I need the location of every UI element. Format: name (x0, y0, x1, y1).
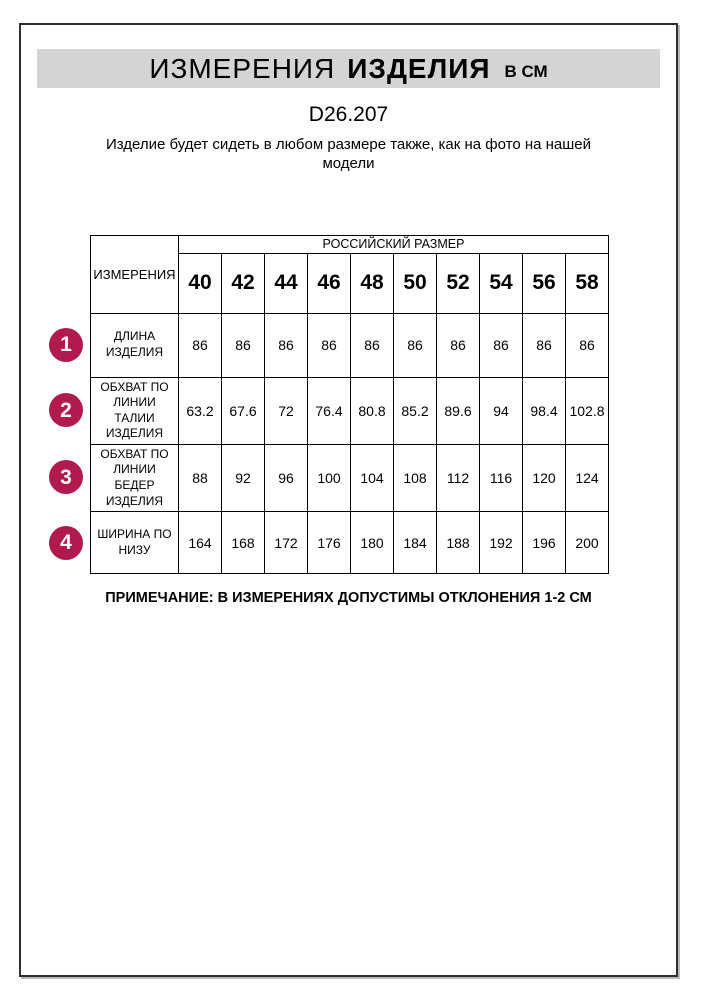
size-column-header: 44 (265, 253, 308, 313)
size-column-header: 42 (222, 253, 265, 313)
article-number: D26.207 (308, 103, 389, 126)
measurement-value: 86 (351, 313, 394, 377)
row-number-badge: 4 (49, 526, 83, 560)
size-column-header: 56 (523, 253, 566, 313)
measurement-value: 192 (480, 512, 523, 574)
measurement-value: 104 (351, 444, 394, 511)
page-title-emphasis: ИЗДЕЛИЯ (347, 52, 491, 84)
measurement-value: 86 (222, 313, 265, 377)
size-table-area (21, 235, 676, 575)
measurement-value: 94 (480, 377, 523, 444)
measurement-value: 89.6 (437, 377, 480, 444)
size-column-header: 46 (308, 253, 351, 313)
measurement-value: 80.8 (351, 377, 394, 444)
row-number-badge: 1 (49, 328, 83, 362)
measurements-column-header: ИЗМЕРЕНИЯ (91, 235, 179, 313)
measurement-value: 102.8 (566, 377, 609, 444)
page-title: ИЗМЕРЕНИЯ (149, 52, 336, 84)
measurement-value: 63.2 (179, 377, 222, 444)
measurement-value: 67.6 (222, 377, 265, 444)
row-number-badge: 3 (49, 460, 83, 494)
table-row (91, 444, 609, 511)
measurement-label: ОБХВАТ ПО ЛИНИИ ТАЛИИ ИЗДЕЛИЯ (91, 377, 179, 444)
measurement-value: 76.4 (308, 377, 351, 444)
size-column-header: 50 (394, 253, 437, 313)
measurement-label: ШИРИНА ПО НИЗУ (91, 512, 179, 574)
measurement-value: 196 (523, 512, 566, 574)
title-banner (37, 49, 660, 88)
measurement-value: 188 (437, 512, 480, 574)
measurement-value: 85.2 (394, 377, 437, 444)
measurement-value: 180 (351, 512, 394, 574)
size-measurements-table (90, 235, 609, 575)
document-page-frame (19, 23, 678, 977)
measurement-value: 176 (308, 512, 351, 574)
table-row (91, 512, 609, 574)
measurement-label: ДЛИНА ИЗДЕЛИЯ (91, 313, 179, 377)
size-column-header: 54 (480, 253, 523, 313)
measurement-value: 86 (566, 313, 609, 377)
measurement-value: 168 (222, 512, 265, 574)
size-column-header: 48 (351, 253, 394, 313)
russian-size-group-header: РОССИЙСКИЙ РАЗМЕР (179, 235, 609, 253)
measurement-value: 92 (222, 444, 265, 511)
size-column-header: 52 (437, 253, 480, 313)
table-row (91, 377, 609, 444)
measurement-value: 86 (265, 313, 308, 377)
measurement-value: 124 (566, 444, 609, 511)
row-number-badge: 2 (49, 393, 83, 427)
measurement-value: 172 (265, 512, 308, 574)
measurement-value: 200 (566, 512, 609, 574)
measurement-value: 120 (523, 444, 566, 511)
size-column-header: 58 (566, 253, 609, 313)
measurement-value: 86 (394, 313, 437, 377)
units-label: В СМ (504, 61, 548, 81)
measurement-value: 86 (523, 313, 566, 377)
measurement-value: 96 (265, 444, 308, 511)
size-column-header: 40 (179, 253, 222, 313)
measurement-value: 108 (394, 444, 437, 511)
measurement-value: 116 (480, 444, 523, 511)
measurement-value: 98.4 (523, 377, 566, 444)
measurement-value: 86 (437, 313, 480, 377)
measurement-label: ОБХВАТ ПО ЛИНИИ БЕДЕР ИЗДЕЛИЯ (91, 444, 179, 511)
measurement-value: 88 (179, 444, 222, 511)
fit-description: Изделие будет сидеть в любом размере также, как на фото на нашей модели (105, 136, 592, 172)
measurement-value: 164 (179, 512, 222, 574)
measurement-value: 72 (265, 377, 308, 444)
measurement-value: 100 (308, 444, 351, 511)
tolerance-note: ПРИМЕЧАНИЕ: В ИЗМЕРЕНИЯХ ДОПУСТИМЫ ОТКЛОНЕНИЯ 1-2 СМ (105, 590, 592, 607)
measurement-value: 184 (394, 512, 437, 574)
measurement-value: 86 (480, 313, 523, 377)
measurement-value: 86 (179, 313, 222, 377)
table-row (91, 313, 609, 377)
measurement-value: 112 (437, 444, 480, 511)
measurement-value: 86 (308, 313, 351, 377)
